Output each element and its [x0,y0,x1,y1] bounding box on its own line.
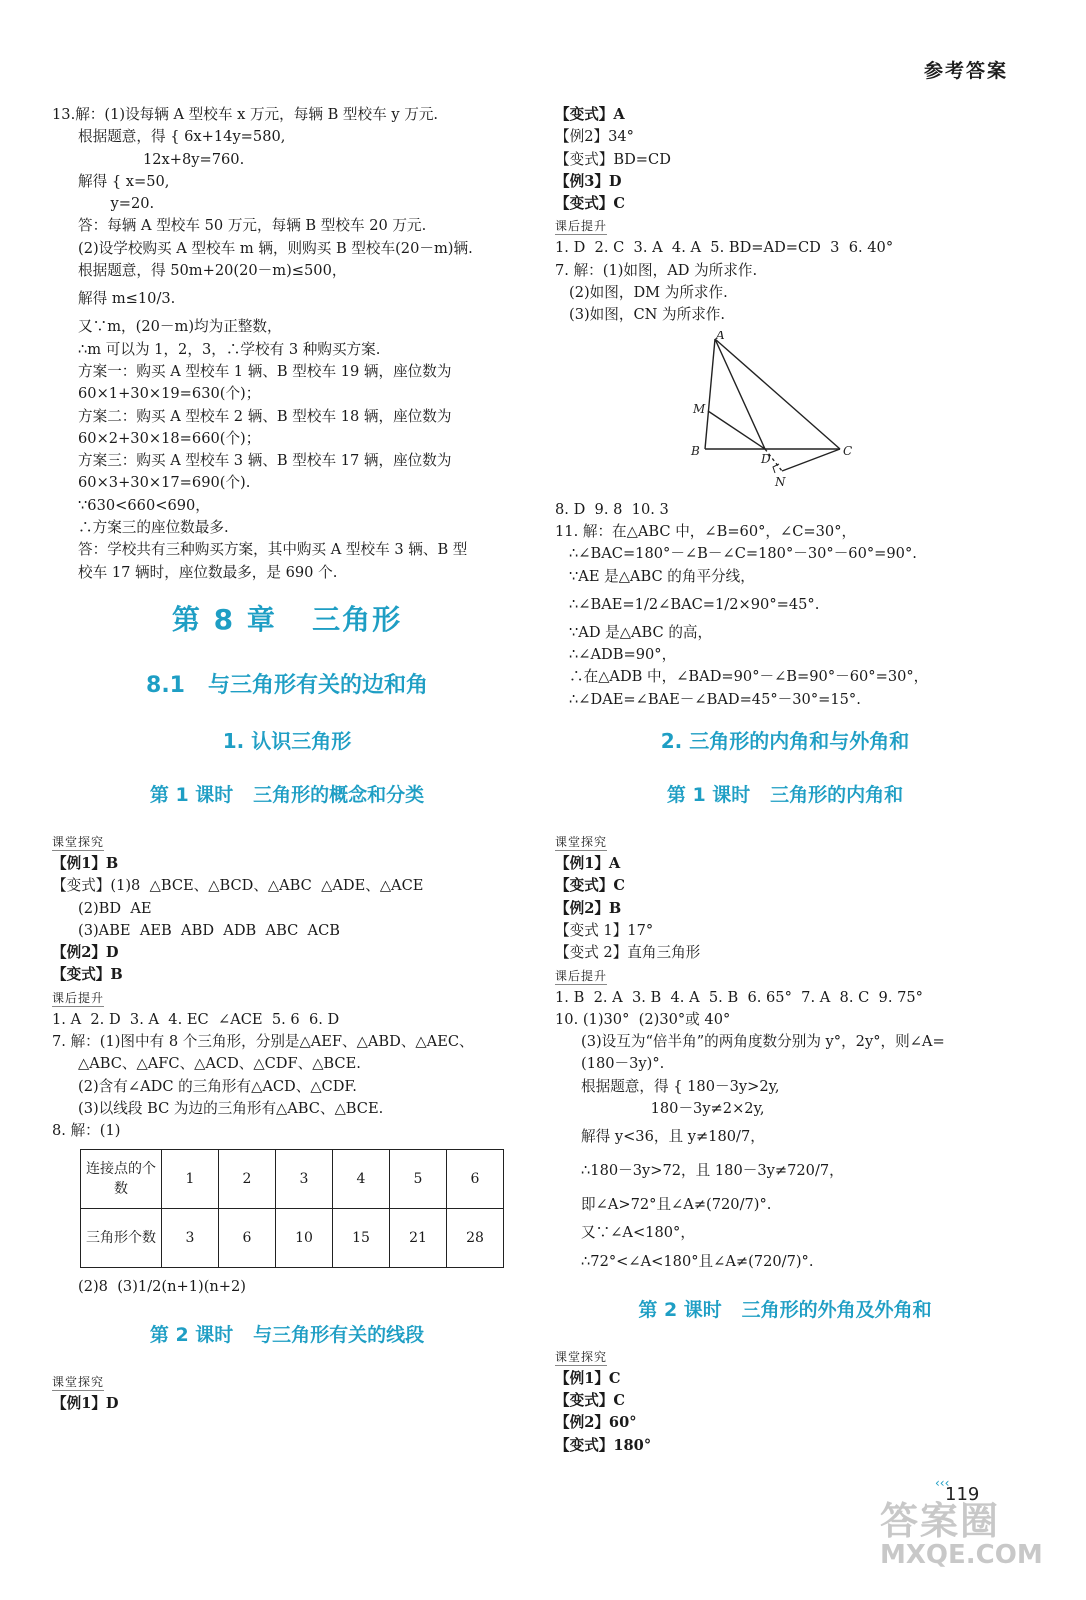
tag-after-class: 课后提升 [52,990,105,1005]
q13-line: (2)设学校购买 A 型校车 m 辆，则购买 B 型校车(20－m)辆. [78,239,473,257]
table-header-cell: 连接点的个数 [81,1149,162,1208]
answer-line: ∴∠DAE=∠BAE－∠BAD=45°－30°=15°. [569,690,861,708]
table-cell: 21 [390,1208,447,1267]
subsection-title: 2. 三角形的内角和与外角和 [660,729,910,754]
table-cell: 5 [390,1149,447,1208]
answer-line: 【例1】B [52,854,119,872]
q13-line: ∵630<660<690， [78,496,210,514]
q13-line: 根据题意，得 50m+20(20－m)≤500， [78,262,347,280]
lesson-title: 第 1 课时 三角形的内角和 [666,784,904,807]
answer-line: 【例2】D [52,944,119,962]
answer-line: △ABC、△AFC、△ACD、△CDF、△BCE. [78,1055,361,1073]
answer-line: (3)设互为“倍半角”的两角度数分别为 y°，2y°，则∠A= [581,1033,945,1051]
lesson-title: 第 2 课时 三角形的外角及外角和 [638,1298,932,1321]
segment-AC [715,339,840,449]
tag-class-explore: 课堂探究 [52,834,105,849]
q13-line: 答：学校共有三种购买方案，其中购买 A 型校车 3 辆、B 型 [78,541,468,559]
label-M: M [693,401,706,416]
q13-line: 方案三：购买 A 型校车 3 辆、B 型校车 17 辆，座位数为 [78,452,452,470]
table-header-cell: 三角形个数 [81,1208,162,1267]
answer-line: 【变式 2】直角三角形 [555,944,701,962]
label-N: N [775,474,786,489]
q13-line: 60×2+30×18=660(个)； [78,429,261,447]
label-B: B [691,443,700,458]
answer-line: 又∵∠A<180°， [581,1224,695,1242]
answer-line: 8. 解：(1) [52,1122,121,1140]
watermark-logo [880,1490,1043,1578]
q13-line: 校车 17 辆时，座位数最多，是 690 个. [78,563,338,581]
answer-line: 【例1】D [52,1394,119,1412]
running-header: 参考答案 [923,60,1008,82]
label-A: A [716,330,725,342]
answer-line: (2)8 (3)1/2(n+1)(n+2) [78,1277,246,1295]
answer-line: 11. 解：在△ABC 中，∠B=60°，∠C=30°， [555,522,857,540]
answer-line: 180－3y≠2×2y, [581,1100,765,1118]
answer-line: ∴180－3y>72，且 180－3y≠720/7， [581,1162,844,1180]
q13-line: 根据题意，得 { 6x+14y=580, [78,128,286,146]
answer-line: 7. 解：(1)图中有 8 个三角形，分别是△AEF、△ABD、△AEC、 [52,1033,474,1051]
table-cell: 28 [447,1208,504,1267]
answer-line: 【例2】B [555,899,622,917]
answer-line: 1. D 2. C 3. A 4. A 5. BD=AD=CD 3 6. 40° [555,239,894,257]
q13-line: 答：每辆 A 型校车 50 万元，每辆 B 型校车 20 万元. [78,217,427,235]
answer-line: ∴∠BAE=1/2∠BAC=1/2×90°=45°. [569,595,820,613]
answer-line: 【例1】C [555,1369,621,1387]
table-cell: 1 [162,1149,219,1208]
q13-line: 又∵m，(20－m)均为正整数， [78,318,282,336]
answer-line: 1. A 2. D 3. A 4. EC ∠ACE 5. 6 6. D [52,1010,340,1028]
table-row [81,1149,504,1208]
lesson-title: 第 1 课时 三角形的概念和分类 [149,783,425,806]
tag-after-class: 课后提升 [555,968,608,983]
answer-line: 10. (1)30° (2)30°或 40° [555,1010,731,1028]
table-cell: 3 [276,1149,333,1208]
table-cell: 6 [447,1149,504,1208]
segment-AB [705,339,715,449]
q13-line: 方案二：购买 A 型校车 2 辆、B 型校车 18 辆，座位数为 [78,407,452,425]
answer-line: ∴∠BAC=180°－∠B－∠C=180°－30°－60°=90°. [569,545,917,563]
answer-line: 解得 y<36，且 y≠180/7， [581,1128,765,1146]
q13-line: ∴m 可以为 1，2，3，∴学校有 3 种购买方案. [78,340,381,358]
answer-line: (3)以线段 BC 为边的三角形有△ABC、△BCE. [78,1099,384,1117]
q13-line: y=20. [78,195,155,213]
answer-line: ∴在△ADB 中，∠BAD=90°－∠B=90°－60°=30°， [569,668,929,686]
answer-line: ∴72°<∠A<180°且∠A≠(720/7)°. [581,1252,814,1270]
segment-CN [782,449,840,471]
answer-line: (3)如图，CN 为所求作. [569,306,726,324]
answer-line: ∵AE 是△ABC 的角平分线， [569,567,755,585]
tag-class-explore: 课堂探究 [52,1374,105,1389]
table-cell: 2 [219,1149,276,1208]
label-C: C [843,443,853,458]
table-cell: 6 [219,1208,276,1267]
answer-line: (2)如图，DM 为所求作. [569,284,728,302]
watermark-url: MXQE.COM [880,1540,1043,1570]
answer-line: (2)BD AE [78,899,152,917]
triangle-diagram [685,331,875,491]
table-cell: 15 [333,1208,390,1267]
answer-line: 【变式】180° [555,1436,652,1454]
answer-line: 【例2】60° [555,1414,637,1432]
right-column [555,104,1015,1457]
table-row [81,1208,504,1267]
triangle-count-table [80,1149,504,1268]
answer-line: 8. D 9. 8 10. 3 [555,500,669,518]
answer-line: 【例3】D [555,172,622,190]
q13-line: 60×3+30×17=690(个). [78,474,251,492]
answer-line: (180－3y)°. [581,1055,665,1073]
q13-line: 13.解：(1)设每辆 A 型校车 x 万元，每辆 B 型校车 y 万元. [52,106,439,123]
table-cell: 3 [162,1208,219,1267]
answer-line: 根据题意，得 { 180－3y>2y, [581,1077,780,1095]
table-cell: 4 [333,1149,390,1208]
answer-line: ∴∠ADB=90°， [569,646,677,664]
page-number: 119 [945,1484,980,1505]
q13-line: 解得 { x=50, [78,172,170,190]
chapter-title: 第 8 章 三角形 [171,602,403,636]
answer-line: 【变式】BD=CD [555,150,671,168]
watermark-text: 答案圈 [880,1499,1001,1543]
q13-line: 方案一：购买 A 型校车 1 辆、B 型校车 19 辆，座位数为 [78,362,452,380]
answer-line: 【变式】B [52,966,123,984]
answer-line: 【变式 1】17° [555,921,654,939]
answer-line: (3)ABE AEB ABD ADB ABC ACB [78,921,340,939]
section-title: 8.1 与三角形有关的边和角 [146,672,428,698]
answer-line: 【变式】A [555,106,625,123]
answer-line: 7. 解：(1)如图，AD 为所求作. [555,261,758,279]
tag-class-explore: 课堂探究 [555,1349,608,1364]
answer-line: 1. B 2. A 3. B 4. A 5. B 6. 65° 7. A 8. C 9. 75° [555,988,923,1006]
tag-after-class: 课后提升 [555,219,608,234]
lesson-title: 第 2 课时 与三角形有关的线段 [149,1323,425,1346]
q13-line: ∴方案三的座位数最多. [78,519,229,537]
answer-line: 即∠A>72°且∠A≠(720/7)°. [581,1196,772,1214]
answer-line: (2)含有∠ADC 的三角形有△ACD、△CDF. [78,1077,357,1095]
answer-line: 【例1】A [555,855,621,873]
q13-line: 解得 m≤10/3. [78,290,176,308]
table-cell: 10 [276,1208,333,1267]
answer-line: 【变式】C [555,877,625,895]
q13-line: 60×1+30×19=630(个)； [78,385,261,403]
label-D: D [761,451,771,466]
answer-line: 【变式】C [555,195,625,213]
q13-line: 12x+8y=760. [78,150,245,168]
page-arrow-icon: ‹‹‹ [935,1476,950,1490]
answer-line: 【例2】34° [555,128,634,146]
subsection-title: 1. 认识三角形 [222,728,352,753]
tag-class-explore: 课堂探究 [555,835,608,850]
answer-line: 【变式】C [555,1391,625,1409]
answer-line: ∵AD 是△ABC 的高， [569,623,713,641]
left-column [52,104,522,1415]
answer-line: 【变式】(1)8 △BCE、△BCD、△ABC △ADE、△ACE [52,877,424,895]
